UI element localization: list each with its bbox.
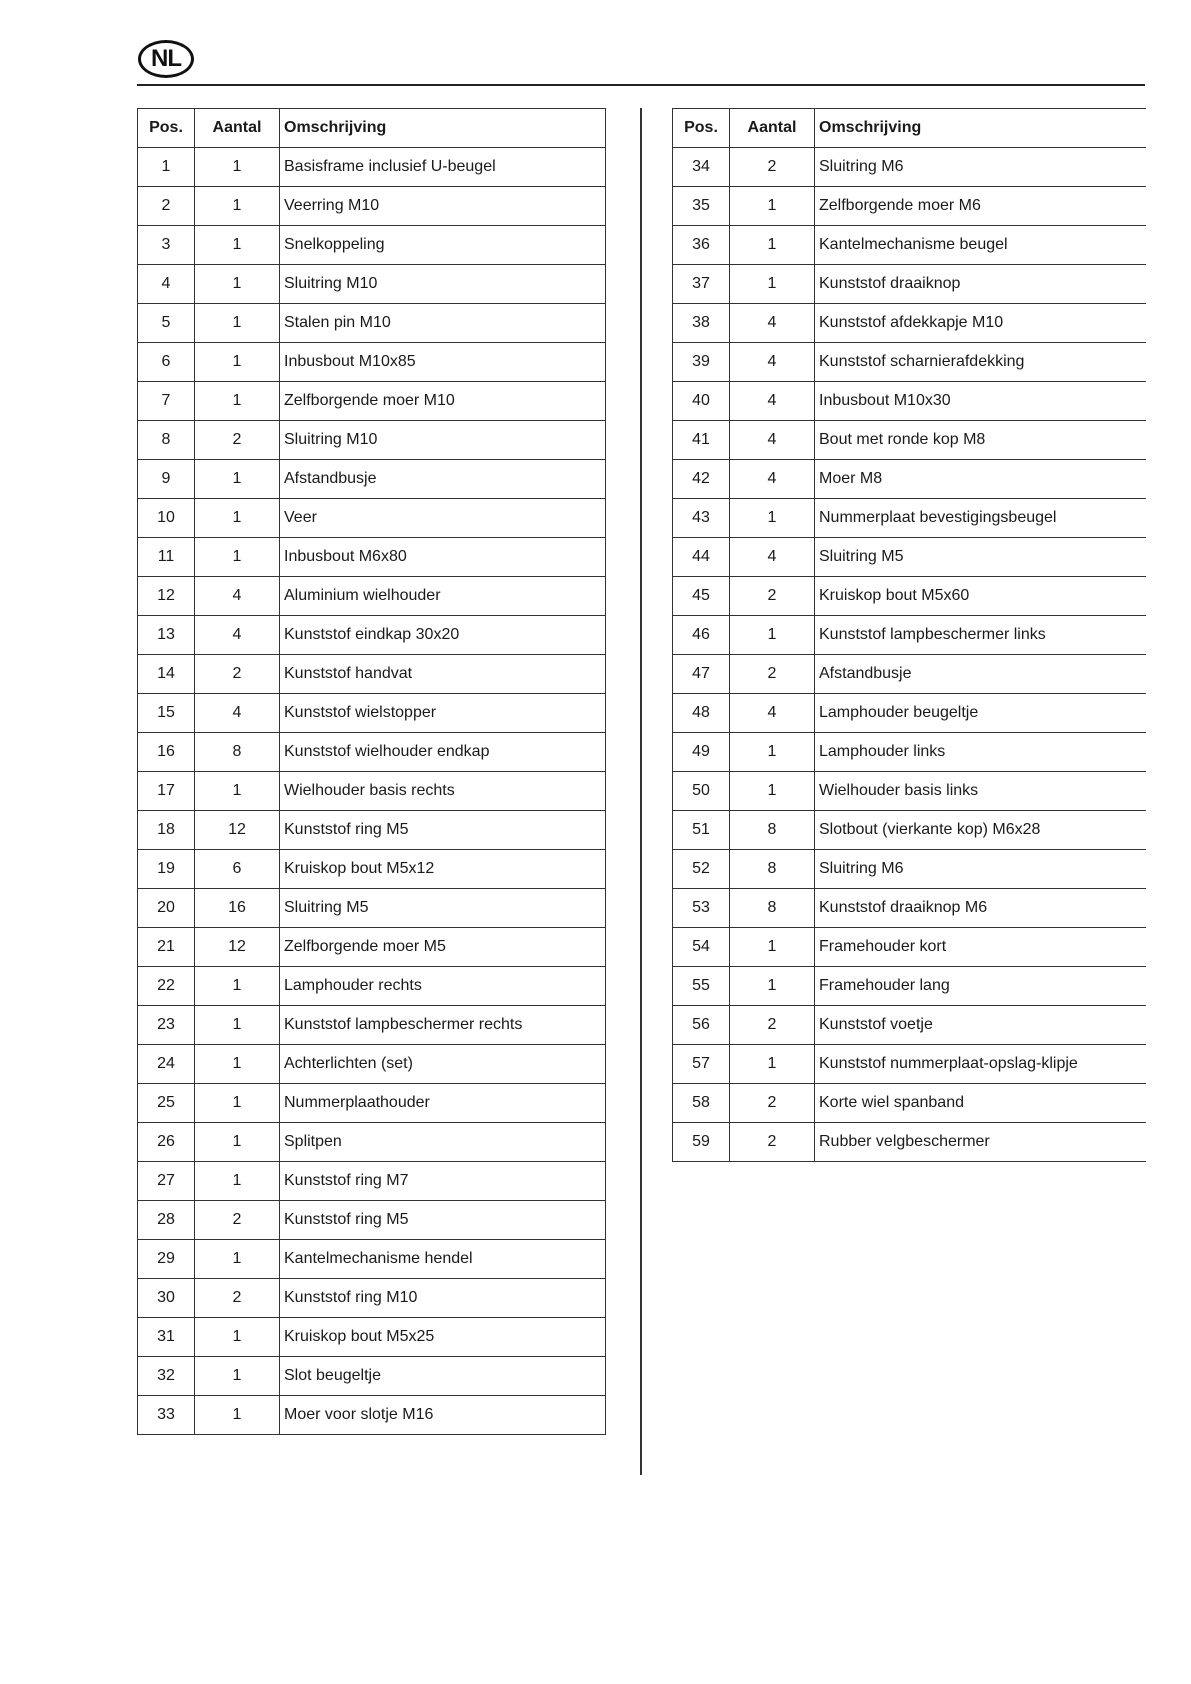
cell-qty: 1 bbox=[730, 226, 815, 265]
cell-desc: Kunststof ring M7 bbox=[280, 1162, 606, 1201]
cell-desc: Korte wiel spanband bbox=[815, 1084, 1146, 1123]
table-row bbox=[138, 1201, 606, 1240]
cell-pos: 38 bbox=[673, 304, 730, 343]
cell-qty: 1 bbox=[195, 304, 280, 343]
header-qty: Aantal bbox=[195, 109, 280, 148]
table-row bbox=[138, 265, 606, 304]
cell-desc: Kantelmechanisme hendel bbox=[280, 1240, 606, 1279]
cell-qty: 1 bbox=[195, 499, 280, 538]
cell-desc: Veerring M10 bbox=[280, 187, 606, 226]
cell-qty: 1 bbox=[730, 499, 815, 538]
cell-desc: Kunststof eindkap 30x20 bbox=[280, 616, 606, 655]
cell-qty: 1 bbox=[730, 733, 815, 772]
cell-pos: 32 bbox=[138, 1357, 195, 1396]
table-row bbox=[138, 1045, 606, 1084]
cell-desc: Kunststof ring M5 bbox=[280, 1201, 606, 1240]
cell-desc: Kantelmechanisme beugel bbox=[815, 226, 1146, 265]
table-row bbox=[673, 148, 1146, 187]
cell-pos: 36 bbox=[673, 226, 730, 265]
cell-pos: 35 bbox=[673, 187, 730, 226]
cell-desc: Slot beugeltje bbox=[280, 1357, 606, 1396]
cell-desc: Kunststof wielhouder endkap bbox=[280, 733, 606, 772]
cell-qty: 4 bbox=[195, 577, 280, 616]
cell-desc: Kunststof draaiknop bbox=[815, 265, 1146, 304]
cell-qty: 2 bbox=[195, 1279, 280, 1318]
cell-pos: 6 bbox=[138, 343, 195, 382]
table-row bbox=[673, 967, 1146, 1006]
cell-desc: Veer bbox=[280, 499, 606, 538]
cell-qty: 8 bbox=[730, 811, 815, 850]
cell-pos: 1 bbox=[138, 148, 195, 187]
table-row bbox=[673, 1006, 1146, 1045]
table-row bbox=[138, 304, 606, 343]
cell-pos: 34 bbox=[673, 148, 730, 187]
cell-desc: Moer voor slotje M16 bbox=[280, 1396, 606, 1435]
table-row bbox=[138, 538, 606, 577]
cell-pos: 9 bbox=[138, 460, 195, 499]
cell-qty: 1 bbox=[730, 967, 815, 1006]
table-row bbox=[138, 1318, 606, 1357]
cell-qty: 1 bbox=[195, 382, 280, 421]
table-row bbox=[673, 538, 1146, 577]
table-row bbox=[673, 343, 1146, 382]
cell-pos: 51 bbox=[673, 811, 730, 850]
cell-pos: 8 bbox=[138, 421, 195, 460]
cell-desc: Zelfborgende moer M5 bbox=[280, 928, 606, 967]
cell-desc: Snelkoppeling bbox=[280, 226, 606, 265]
cell-qty: 1 bbox=[195, 1396, 280, 1435]
table-row bbox=[673, 1084, 1146, 1123]
table-row bbox=[138, 187, 606, 226]
table-row bbox=[673, 460, 1146, 499]
cell-desc: Afstandbusje bbox=[280, 460, 606, 499]
cell-qty: 4 bbox=[730, 382, 815, 421]
cell-pos: 41 bbox=[673, 421, 730, 460]
cell-pos: 56 bbox=[673, 1006, 730, 1045]
cell-pos: 10 bbox=[138, 499, 195, 538]
cell-qty: 12 bbox=[195, 928, 280, 967]
cell-pos: 58 bbox=[673, 1084, 730, 1123]
table-row bbox=[673, 577, 1146, 616]
cell-qty: 1 bbox=[195, 772, 280, 811]
cell-pos: 25 bbox=[138, 1084, 195, 1123]
table-row bbox=[138, 1006, 606, 1045]
cell-desc: Kruiskop bout M5x12 bbox=[280, 850, 606, 889]
table-row bbox=[138, 928, 606, 967]
cell-qty: 8 bbox=[730, 889, 815, 928]
header-pos: Pos. bbox=[673, 109, 730, 148]
cell-qty: 1 bbox=[730, 265, 815, 304]
cell-pos: 37 bbox=[673, 265, 730, 304]
cell-qty: 1 bbox=[730, 928, 815, 967]
cell-pos: 48 bbox=[673, 694, 730, 733]
cell-pos: 24 bbox=[138, 1045, 195, 1084]
cell-desc: Kunststof draaiknop M6 bbox=[815, 889, 1146, 928]
cell-pos: 16 bbox=[138, 733, 195, 772]
cell-qty: 6 bbox=[195, 850, 280, 889]
cell-qty: 2 bbox=[730, 1006, 815, 1045]
cell-desc: Kunststof lampbeschermer links bbox=[815, 616, 1146, 655]
table-row bbox=[673, 811, 1146, 850]
cell-pos: 30 bbox=[138, 1279, 195, 1318]
cell-pos: 5 bbox=[138, 304, 195, 343]
cell-qty: 1 bbox=[195, 187, 280, 226]
table-row bbox=[138, 733, 606, 772]
cell-desc: Sluitring M5 bbox=[815, 538, 1146, 577]
cell-desc: Rubber velgbeschermer bbox=[815, 1123, 1146, 1162]
cell-qty: 1 bbox=[730, 616, 815, 655]
cell-qty: 16 bbox=[195, 889, 280, 928]
cell-desc: Lamphouder links bbox=[815, 733, 1146, 772]
cell-qty: 4 bbox=[195, 694, 280, 733]
cell-desc: Basisframe inclusief U-beugel bbox=[280, 148, 606, 187]
table-row bbox=[673, 304, 1146, 343]
table-row bbox=[138, 499, 606, 538]
cell-pos: 52 bbox=[673, 850, 730, 889]
table-row bbox=[138, 577, 606, 616]
cell-desc: Afstandbusje bbox=[815, 655, 1146, 694]
cell-pos: 40 bbox=[673, 382, 730, 421]
table-row bbox=[138, 1123, 606, 1162]
table-row bbox=[673, 733, 1146, 772]
table-row bbox=[138, 811, 606, 850]
parts-table-left-body bbox=[138, 148, 606, 1435]
cell-pos: 59 bbox=[673, 1123, 730, 1162]
cell-pos: 23 bbox=[138, 1006, 195, 1045]
cell-qty: 2 bbox=[195, 655, 280, 694]
cell-desc: Aluminium wielhouder bbox=[280, 577, 606, 616]
table-row bbox=[138, 460, 606, 499]
cell-qty: 8 bbox=[730, 850, 815, 889]
cell-pos: 47 bbox=[673, 655, 730, 694]
cell-desc: Sluitring M10 bbox=[280, 421, 606, 460]
cell-pos: 17 bbox=[138, 772, 195, 811]
table-row bbox=[673, 1045, 1146, 1084]
cell-desc: Achterlichten (set) bbox=[280, 1045, 606, 1084]
table-row bbox=[673, 421, 1146, 460]
table-row bbox=[673, 382, 1146, 421]
cell-qty: 2 bbox=[730, 1123, 815, 1162]
cell-pos: 44 bbox=[673, 538, 730, 577]
cell-qty: 4 bbox=[730, 538, 815, 577]
cell-pos: 13 bbox=[138, 616, 195, 655]
cell-desc: Sluitring M10 bbox=[280, 265, 606, 304]
cell-qty: 1 bbox=[195, 1357, 280, 1396]
table-row bbox=[138, 967, 606, 1006]
cell-qty: 4 bbox=[195, 616, 280, 655]
cell-qty: 2 bbox=[730, 577, 815, 616]
cell-pos: 28 bbox=[138, 1201, 195, 1240]
cell-pos: 39 bbox=[673, 343, 730, 382]
cell-desc: Inbusbout M10x85 bbox=[280, 343, 606, 382]
table-row bbox=[138, 1240, 606, 1279]
table-row bbox=[138, 148, 606, 187]
cell-qty: 1 bbox=[195, 1045, 280, 1084]
cell-desc: Lamphouder beugeltje bbox=[815, 694, 1146, 733]
cell-qty: 1 bbox=[195, 967, 280, 1006]
cell-desc: Kunststof handvat bbox=[280, 655, 606, 694]
cell-desc: Inbusbout M10x30 bbox=[815, 382, 1146, 421]
table-row bbox=[673, 889, 1146, 928]
cell-pos: 43 bbox=[673, 499, 730, 538]
parts-table-right bbox=[672, 108, 1146, 1162]
header-divider bbox=[137, 84, 1145, 86]
table-row bbox=[673, 499, 1146, 538]
cell-desc: Stalen pin M10 bbox=[280, 304, 606, 343]
table-row bbox=[138, 889, 606, 928]
header-desc: Omschrijving bbox=[280, 109, 606, 148]
cell-pos: 2 bbox=[138, 187, 195, 226]
parts-table-left bbox=[137, 108, 606, 1435]
cell-desc: Sluitring M6 bbox=[815, 850, 1146, 889]
cell-qty: 1 bbox=[195, 460, 280, 499]
cell-desc: Nummerplaathouder bbox=[280, 1084, 606, 1123]
cell-desc: Kunststof nummerplaat-opslag-klipje bbox=[815, 1045, 1146, 1084]
cell-qty: 1 bbox=[730, 187, 815, 226]
cell-pos: 50 bbox=[673, 772, 730, 811]
cell-desc: Kruiskop bout M5x60 bbox=[815, 577, 1146, 616]
cell-desc: Kruiskop bout M5x25 bbox=[280, 1318, 606, 1357]
cell-qty: 2 bbox=[195, 421, 280, 460]
cell-qty: 4 bbox=[730, 421, 815, 460]
cell-qty: 2 bbox=[730, 655, 815, 694]
language-badge bbox=[138, 40, 194, 78]
table-header-row bbox=[138, 109, 606, 148]
cell-pos: 3 bbox=[138, 226, 195, 265]
cell-pos: 15 bbox=[138, 694, 195, 733]
table-row bbox=[138, 382, 606, 421]
table-row bbox=[138, 1084, 606, 1123]
cell-qty: 1 bbox=[730, 1045, 815, 1084]
cell-qty: 1 bbox=[730, 772, 815, 811]
table-row bbox=[138, 850, 606, 889]
language-code: NL bbox=[151, 45, 181, 72]
table-row bbox=[673, 928, 1146, 967]
table-row bbox=[673, 1123, 1146, 1162]
table-row bbox=[138, 1357, 606, 1396]
table-row bbox=[138, 1279, 606, 1318]
table-row bbox=[673, 850, 1146, 889]
cell-desc: Wielhouder basis links bbox=[815, 772, 1146, 811]
table-row bbox=[138, 616, 606, 655]
cell-qty: 1 bbox=[195, 1162, 280, 1201]
table-row bbox=[673, 772, 1146, 811]
cell-qty: 2 bbox=[195, 1201, 280, 1240]
cell-pos: 7 bbox=[138, 382, 195, 421]
table-row bbox=[138, 1396, 606, 1435]
cell-pos: 54 bbox=[673, 928, 730, 967]
cell-desc: Slotbout (vierkante kop) M6x28 bbox=[815, 811, 1146, 850]
cell-qty: 1 bbox=[195, 1240, 280, 1279]
cell-qty: 1 bbox=[195, 148, 280, 187]
cell-desc: Inbusbout M6x80 bbox=[280, 538, 606, 577]
cell-desc: Splitpen bbox=[280, 1123, 606, 1162]
table-row bbox=[138, 343, 606, 382]
table-row bbox=[673, 226, 1146, 265]
cell-qty: 12 bbox=[195, 811, 280, 850]
cell-pos: 31 bbox=[138, 1318, 195, 1357]
cell-qty: 1 bbox=[195, 1084, 280, 1123]
cell-pos: 57 bbox=[673, 1045, 730, 1084]
cell-qty: 1 bbox=[195, 538, 280, 577]
cell-pos: 53 bbox=[673, 889, 730, 928]
table-header-row bbox=[673, 109, 1146, 148]
header-pos: Pos. bbox=[138, 109, 195, 148]
cell-desc: Kunststof voetje bbox=[815, 1006, 1146, 1045]
cell-pos: 42 bbox=[673, 460, 730, 499]
cell-desc: Zelfborgende moer M6 bbox=[815, 187, 1146, 226]
table-row bbox=[673, 265, 1146, 304]
table-row bbox=[138, 655, 606, 694]
cell-qty: 1 bbox=[195, 343, 280, 382]
cell-pos: 18 bbox=[138, 811, 195, 850]
cell-pos: 55 bbox=[673, 967, 730, 1006]
parts-table-right-body bbox=[673, 148, 1146, 1162]
cell-desc: Kunststof ring M5 bbox=[280, 811, 606, 850]
table-row bbox=[138, 1162, 606, 1201]
table-row bbox=[138, 694, 606, 733]
cell-pos: 4 bbox=[138, 265, 195, 304]
cell-pos: 22 bbox=[138, 967, 195, 1006]
cell-qty: 4 bbox=[730, 304, 815, 343]
cell-qty: 8 bbox=[195, 733, 280, 772]
cell-pos: 26 bbox=[138, 1123, 195, 1162]
cell-desc: Sluitring M5 bbox=[280, 889, 606, 928]
cell-pos: 33 bbox=[138, 1396, 195, 1435]
cell-desc: Framehouder kort bbox=[815, 928, 1146, 967]
cell-qty: 4 bbox=[730, 343, 815, 382]
cell-desc: Kunststof scharnierafdekking bbox=[815, 343, 1146, 382]
cell-qty: 2 bbox=[730, 1084, 815, 1123]
cell-desc: Kunststof ring M10 bbox=[280, 1279, 606, 1318]
cell-desc: Sluitring M6 bbox=[815, 148, 1146, 187]
header-desc: Omschrijving bbox=[815, 109, 1146, 148]
cell-pos: 20 bbox=[138, 889, 195, 928]
header-qty: Aantal bbox=[730, 109, 815, 148]
cell-desc: Zelfborgende moer M10 bbox=[280, 382, 606, 421]
cell-qty: 1 bbox=[195, 1123, 280, 1162]
cell-pos: 12 bbox=[138, 577, 195, 616]
cell-qty: 4 bbox=[730, 694, 815, 733]
cell-qty: 4 bbox=[730, 460, 815, 499]
cell-pos: 19 bbox=[138, 850, 195, 889]
column-divider bbox=[640, 108, 642, 1475]
cell-pos: 46 bbox=[673, 616, 730, 655]
cell-desc: Kunststof lampbeschermer rechts bbox=[280, 1006, 606, 1045]
table-row bbox=[673, 694, 1146, 733]
table-row bbox=[138, 421, 606, 460]
table-row bbox=[673, 187, 1146, 226]
table-row bbox=[138, 772, 606, 811]
cell-qty: 2 bbox=[730, 148, 815, 187]
table-row bbox=[138, 226, 606, 265]
cell-pos: 29 bbox=[138, 1240, 195, 1279]
cell-qty: 1 bbox=[195, 1318, 280, 1357]
cell-desc: Bout met ronde kop M8 bbox=[815, 421, 1146, 460]
cell-desc: Framehouder lang bbox=[815, 967, 1146, 1006]
cell-qty: 1 bbox=[195, 1006, 280, 1045]
cell-desc: Kunststof wielstopper bbox=[280, 694, 606, 733]
cell-pos: 21 bbox=[138, 928, 195, 967]
table-row bbox=[673, 616, 1146, 655]
table-row bbox=[673, 655, 1146, 694]
cell-pos: 49 bbox=[673, 733, 730, 772]
cell-pos: 11 bbox=[138, 538, 195, 577]
cell-pos: 27 bbox=[138, 1162, 195, 1201]
cell-desc: Lamphouder rechts bbox=[280, 967, 606, 1006]
cell-desc: Kunststof afdekkapje M10 bbox=[815, 304, 1146, 343]
cell-desc: Moer M8 bbox=[815, 460, 1146, 499]
cell-pos: 14 bbox=[138, 655, 195, 694]
cell-qty: 1 bbox=[195, 226, 280, 265]
cell-desc: Wielhouder basis rechts bbox=[280, 772, 606, 811]
cell-desc: Nummerplaat bevestigingsbeugel bbox=[815, 499, 1146, 538]
cell-pos: 45 bbox=[673, 577, 730, 616]
cell-qty: 1 bbox=[195, 265, 280, 304]
